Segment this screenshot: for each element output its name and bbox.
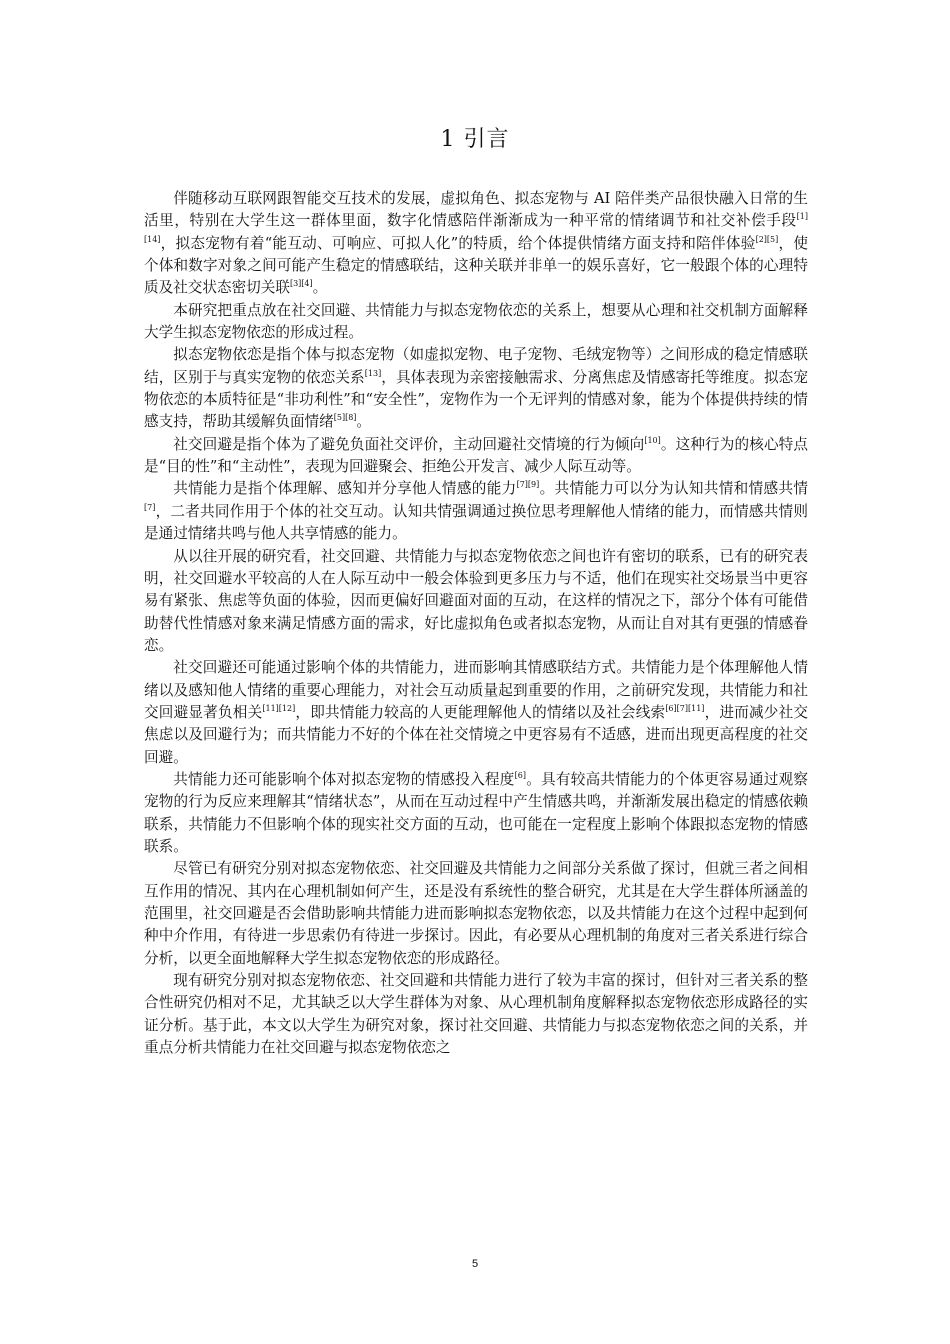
paragraph: 社交回避还可能通过影响个体的共情能力，进而影响其情感联结方式。共情能力是个体理解他人情绪以及感知他人情绪的重要心理能力，对社会互动质量起到重要的作用，之前研究发现，共情能力和社交回避显著负相关[11][12]，即共情能力较高的人更能理解他人的情绪以及社会线索[6][7][11]，进而减少社交焦虑以及回避行为；而共情能力不好的个体在社交情境之中更容易有不适感，进而出现更高程度的社交回避。 <box>144 659 808 766</box>
citation: [10] <box>644 435 661 445</box>
citation: [5][8] <box>333 413 357 423</box>
citation: [3][4] <box>289 279 313 289</box>
paragraph: 伴随移动互联网跟智能交互技术的发展，虚拟角色、拟态宠物与 AI 陪伴类产品很快融入日常的生活里，特别在大学生这一群体里面，数字化情感陪伴渐渐成为一种平常的情绪调节和社交补偿手段[1][14]，拟态宠物有着“能互动、可响应、可拟人化”的特质，给个体提供情绪方面支持和陪伴体验[2][5]，使个体和数字对象之间可能产生稳定的情感联结，这种关联并非单一的娱乐喜好，它一般跟个体的心理特质及社交状态密切关联[3][4]。 <box>144 190 808 297</box>
section-title: 1 引言 <box>440 127 510 152</box>
citation: [2][5] <box>755 234 779 244</box>
page-number: 5 <box>471 1258 479 1270</box>
citation: [13] <box>364 368 382 378</box>
citation: [7] <box>144 502 156 512</box>
paragraph: 从以往开展的研究看，社交回避、共情能力与拟态宠物依恋之间也许有密切的联系，已有的研究表明，社交回避水平较高的人在人际互动中一般会体验到更多压力与不适，他们在现实社交场景当中更容易有紧张、焦虑等负面的体验，因而更偏好回避面对面的互动，在这样的情况之下，部分个体有可能借助替代性情感对象来满足情感方面的需求，好比虚拟角色或者拟态宠物，从而让自对其有更强的情感眷恋。 <box>144 547 808 654</box>
paragraph: 尽管已有研究分别对拟态宠物依恋、社交回避及共情能力之间部分关系做了探讨，但就三者之间相互作用的情况、其内在心理机制如何产生，还是没有系统性的整合研究，尤其是在大学生群体所涵盖的范围里，社交回避是否会借助影响共情能力进而影响拟态宠物依恋，以及共情能力在这个过程中起到何种中介作用，有待进一步思索仍有待进一步探讨。因此，有必要从心理机制的角度对三者关系进行综合分析，以更全面地解释大学生拟态宠物依恋的形成路径。 <box>144 860 808 967</box>
body-text <box>144 188 808 1059</box>
paragraph: 拟态宠物依恋是指个体与拟态宠物（如虚拟宠物、电子宠物、毛绒宠物等）之间形成的稳定情感联结，区别于与真实宠物的依恋关系[13]，具体表现为亲密接触需求、分离焦虑及情感寄托等维度。拟态宠物依恋的本质特征是“非功利性”和“安全性”，宠物作为一个无评判的情感对象，能为个体提供持续的情感支持，帮助其缓解负面情绪[5][8]。 <box>144 346 808 431</box>
citation: [6] <box>514 770 526 780</box>
paragraph: 社交回避是指个体为了避免负面社交评价，主动回避社交情境的行为倾向[10]。这种行为的核心特点是“目的性”和“主动性”，表现为回避聚会、拒绝公开发言、减少人际互动等。 <box>144 435 808 476</box>
paragraph: 共情能力还可能影响个体对拟态宠物的情感投入程度[6]。具有较高共情能力的个体更容易通过观察宠物的行为反应来理解其“情绪状态”，从而在互动过程中产生情感共鸣，并渐渐发展出稳定的情感依赖联系，共情能力不但影响个体的现实社交方面的互动，也可能在一定程度上影响个体跟拟态宠物的情感联系。 <box>144 770 808 855</box>
paragraph: 本研究把重点放在社交回避、共情能力与拟态宠物依恋的关系上，想要从心理和社交机制方面解释大学生拟态宠物依恋的形成过程。 <box>144 301 808 342</box>
citation: [1][14] <box>144 212 808 244</box>
paragraph: 现有研究分别对拟态宠物依恋、社交回避和共情能力进行了较为丰富的探讨，但针对三者关系的整合性研究仍相对不足，尤其缺乏以大学生群体为对象、从心理机制角度解释拟态宠物依恋形成路径的实证分析。基于此，本文以大学生为研究对象，探讨社交回避、共情能力与拟态宠物依恋之间的关系，并重点分析共情能力在社交回避与拟态宠物依恋之 <box>144 972 808 1057</box>
paragraph: 共情能力是指个体理解、感知并分享他人情感的能力[7][9]。共情能力可以分为认知共情和情感共情[7]，二者共同作用于个体的社交互动。认知共情强调通过换位思考理解他人情绪的能力，而情感共情则是通过情绪共鸣与他人共享情感的能力。 <box>144 480 808 543</box>
citation: [7][9] <box>516 480 540 490</box>
citation: [11][12] <box>262 703 296 713</box>
citation: [6][7][11] <box>665 703 705 713</box>
